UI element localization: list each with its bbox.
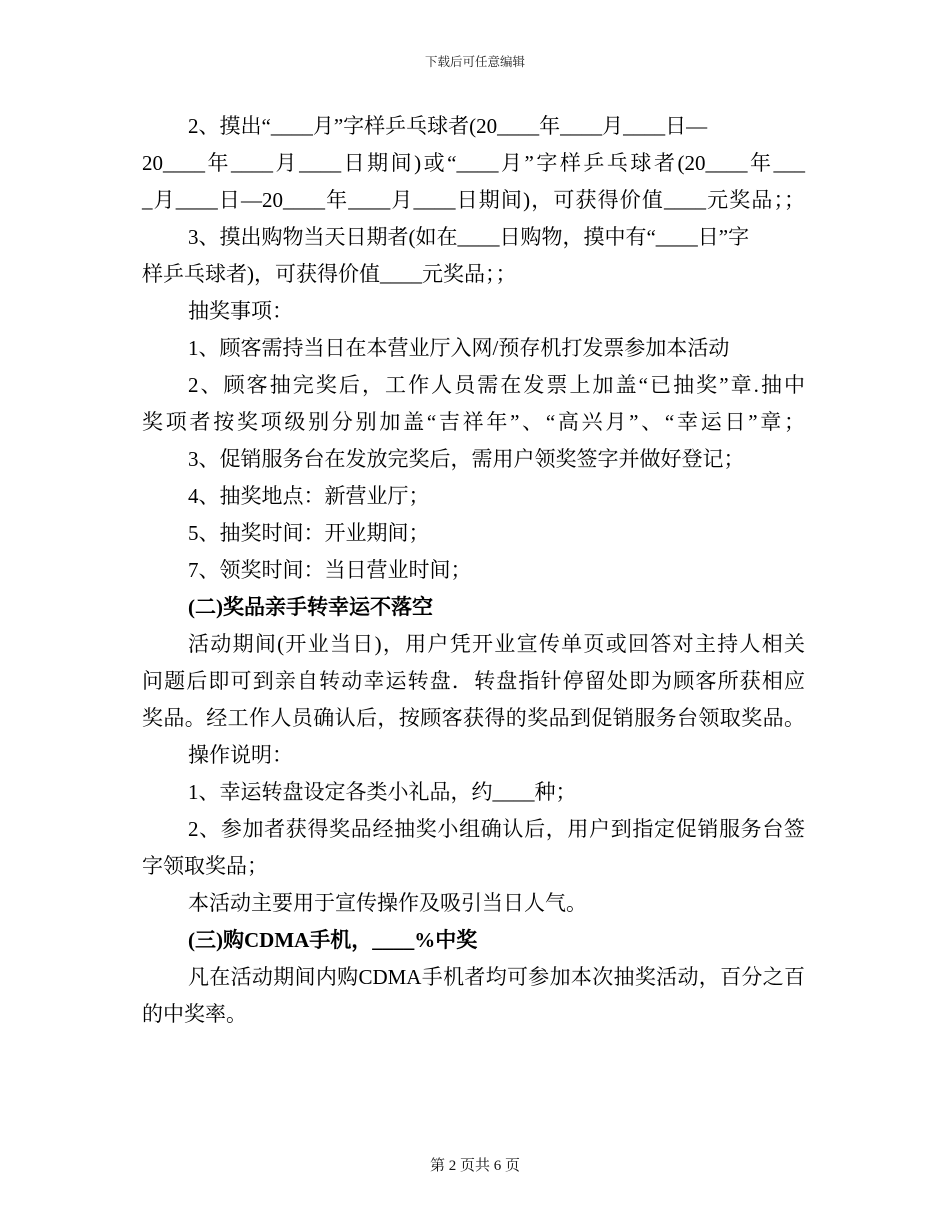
operations-title (142, 737, 805, 774)
page-number: 第 2 页共 6 页 (429, 1158, 520, 1174)
draw-note-item-3 (142, 441, 805, 478)
section-3-heading (142, 922, 805, 959)
draw-note-item-5 (142, 515, 805, 552)
prize-rule-item-3-line-2: 样乒乓球者)，可获得价值____元奖品；； (142, 262, 517, 286)
draw-note-item-2-line-2: 奖项者按奖项级别分别加盖“吉祥年”、“高兴月”、“幸运日”章； (142, 410, 805, 434)
prize-rule-item-2-line-3: _月____日—20____年____月____日期间)，可获得价值____元奖品；； (142, 188, 805, 212)
document-body (142, 108, 805, 1033)
section-3-heading-text: (三)购CDMA手机，____%中奖 (188, 928, 478, 952)
draw-note-item-2 (142, 367, 805, 441)
draw-note-item-4 (142, 478, 805, 515)
draw-note-item-7-text: 7、领奖时间：当日营业时间； (188, 558, 472, 582)
operation-item-2 (142, 811, 805, 885)
section-2-intro-line-2: 问题后即可到亲自转动幸运转盘．转盘指针停留处即为顾客所获相应 (142, 669, 805, 693)
draw-note-item-1 (142, 330, 805, 367)
draw-note-item-4-text: 4、抽奖地点：新营业厅； (188, 484, 430, 508)
draw-note-item-3-text: 3、促销服务台在发放完奖后，需用户领奖签字并做好登记； (188, 447, 745, 471)
page-header-note: 下载后可任意编辑 (424, 55, 525, 69)
operation-item-2-line-1: 2、参加者获得奖品经抽奖小组确认后，用户到指定促销服务台签 (188, 817, 805, 841)
draw-notes-title-text: 抽奖事项： (188, 299, 293, 323)
section-2-closing (142, 885, 805, 922)
prize-rule-item-3-line-1: 3、摸出购物当天日期者(如在____日购物，摸中有“____日”字 (188, 225, 750, 249)
operations-title-text: 操作说明： (188, 743, 293, 767)
section-3-body-line-2: 的中奖率。 (142, 1002, 247, 1026)
prize-rule-item-2-line-1: 2、摸出“____月”字样乒乓球者(20____年____月____日— (188, 114, 708, 138)
draw-note-item-2-line-1: 2、顾客抽完奖后，工作人员需在发票上加盖“已抽奖”章.抽中 (188, 373, 805, 397)
draw-note-item-7 (142, 552, 805, 589)
section-2-closing-text: 本活动主要用于宣传操作及吸引当日人气。 (188, 891, 587, 915)
draw-note-item-1-text: 1、顾客需持当日在本营业厅入网/预存机打发票参加本活动 (188, 336, 730, 360)
operation-item-1 (142, 774, 805, 811)
section-2-heading (142, 589, 805, 626)
prize-rule-item-3 (142, 219, 805, 293)
section-3-body-line-1: 凡在活动期间内购CDMA手机者均可参加本次抽奖活动，百分之百 (188, 965, 805, 989)
operation-item-1-text: 1、幸运转盘设定各类小礼品，约____种； (188, 780, 577, 804)
prize-rule-item-2 (142, 108, 805, 219)
draw-note-item-5-text: 5、抽奖时间：开业期间； (188, 521, 430, 545)
prize-rule-item-2-line-2: 20____年____月____日期间)或“____月”字样乒乓球者(20____年___ (142, 151, 805, 175)
section-2-intro (142, 626, 805, 737)
operation-item-2-line-2: 字领取奖品； (142, 854, 268, 878)
draw-notes-title (142, 293, 805, 330)
section-2-intro-line-1: 活动期间(开业当日)，用户凭开业宣传单页或回答对主持人相关 (188, 632, 805, 656)
section-2-intro-line-3: 奖品。经工作人员确认后，按顾客获得的奖品到促销服务台领取奖品。 (142, 706, 805, 730)
section-3-body (142, 959, 805, 1033)
section-2-heading-text: (二)奖品亲手转幸运不落空 (188, 595, 433, 619)
